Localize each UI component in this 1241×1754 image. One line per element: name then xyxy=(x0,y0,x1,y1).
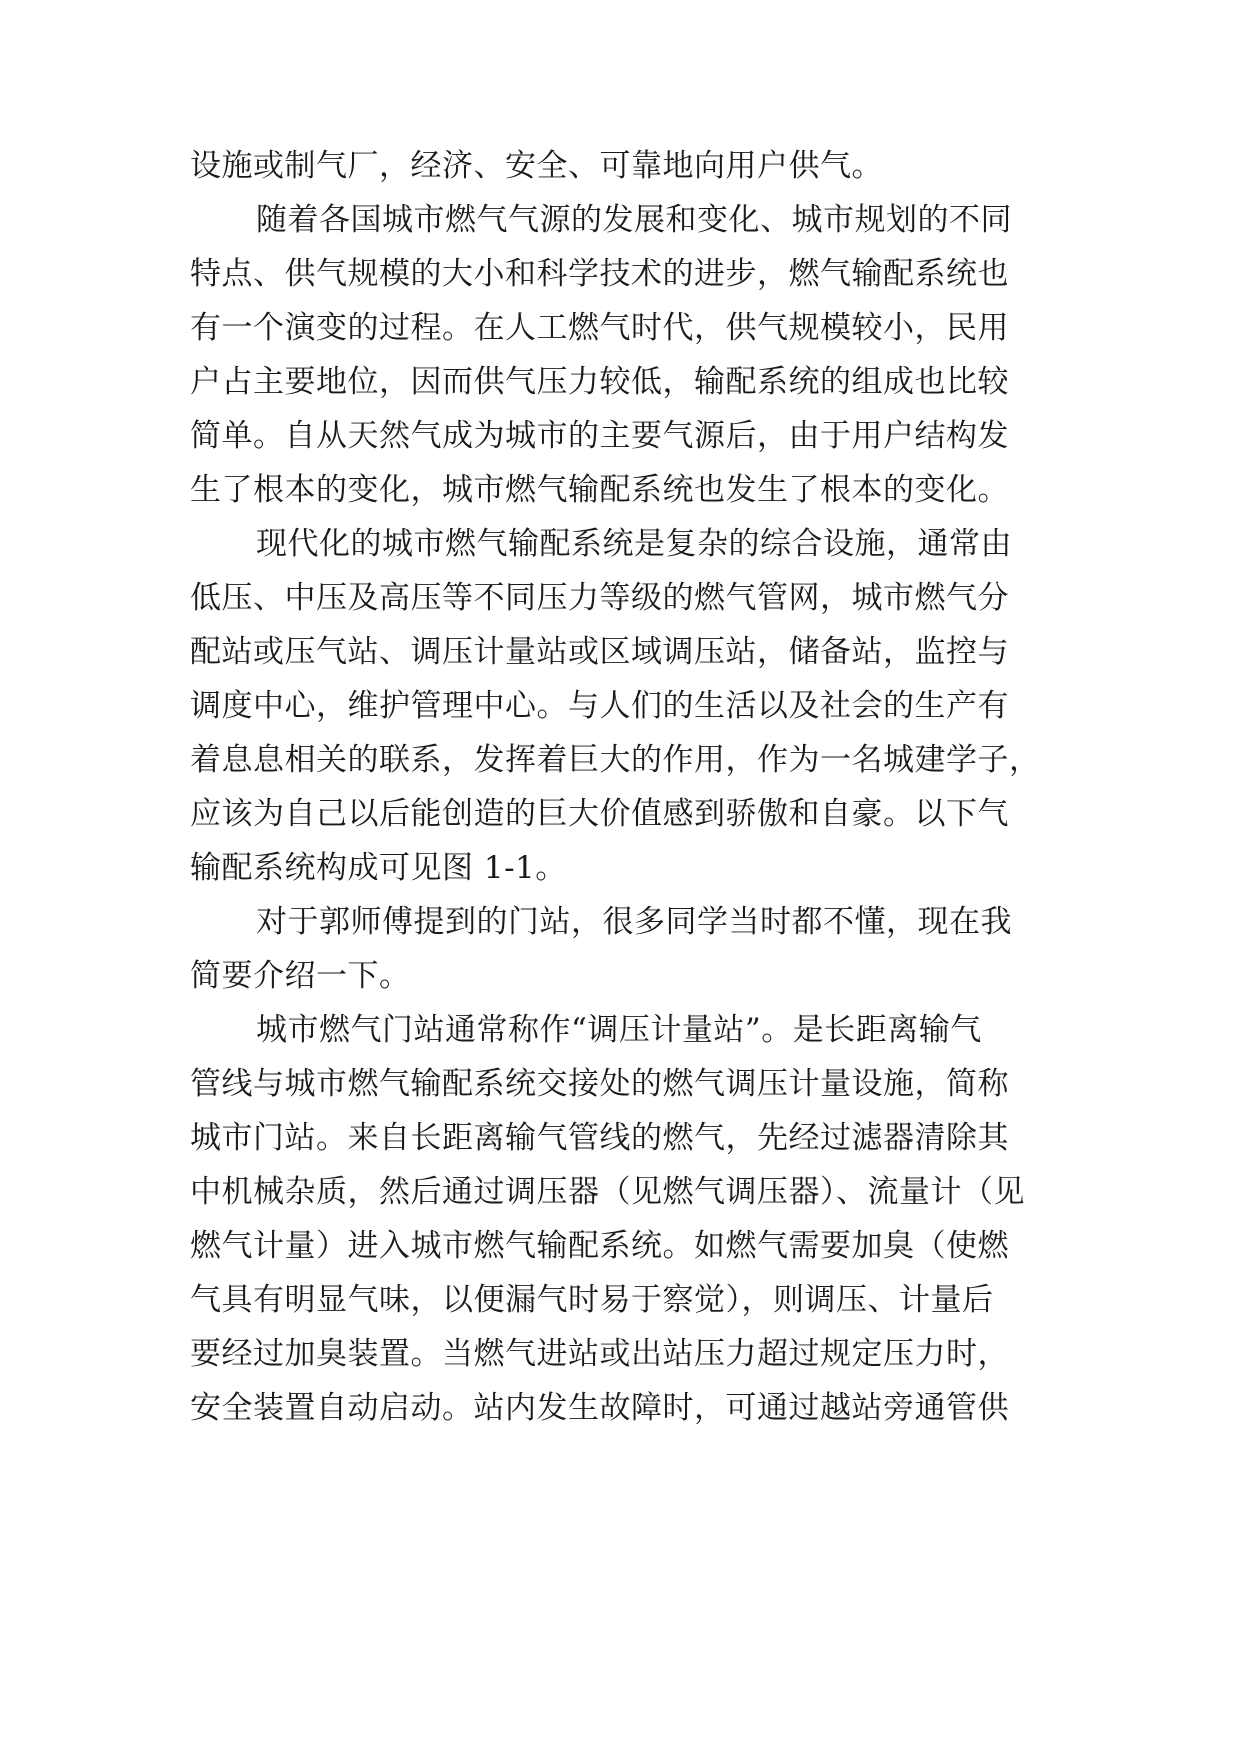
paragraph-line: 简单。自从天然气成为城市的主要气源后，由于用户结构发 xyxy=(190,418,1009,454)
paragraph-line: 中机械杂质，然后通过调压器（见燃气调压器）、流量计（见 xyxy=(190,1174,1025,1210)
paragraph-line: 低压、中压及高压等不同压力等级的燃气管网，城市燃气分 xyxy=(190,580,1009,616)
paragraph-line: 户占主要地位，因而供气压力较低，输配系统的组成也比较 xyxy=(190,364,1009,400)
paragraph-line: 燃气计量）进入城市燃气输配系统。如燃气需要加臭（使燃 xyxy=(190,1228,1009,1264)
paragraph-line: 生了根本的变化，城市燃气输配系统也发生了根本的变化。 xyxy=(190,472,1009,508)
paragraph-line: 现代化的城市燃气输配系统是复杂的综合设施，通常由 xyxy=(256,526,1012,562)
paragraph-line: 要经过加臭装置。当燃气进站或出站压力超过规定压力时， xyxy=(190,1336,1009,1372)
paragraph-line: 设施或制气厂，经济、安全、可靠地向用户供气。 xyxy=(190,148,883,184)
paragraph-line: 有一个演变的过程。在人工燃气时代，供气规模较小，民用 xyxy=(190,310,1009,346)
paragraph-line: 对于郭师傅提到的门站，很多同学当时都不懂，现在我 xyxy=(256,904,1012,940)
paragraph-line: 调度中心，维护管理中心。与人们的生活以及社会的生产有 xyxy=(190,688,1009,724)
paragraph-line: 城市门站。来自长距离输气管线的燃气，先经过滤器清除其 xyxy=(190,1120,1009,1156)
paragraph-line: 安全装置自动启动。站内发生故障时，可通过越站旁通管供 xyxy=(190,1390,1009,1426)
paragraph-line: 简要介绍一下。 xyxy=(190,958,411,994)
paragraph-line: 输配系统构成可见图 1-1。 xyxy=(190,850,567,886)
paragraph-line: 着息息相关的联系，发挥着巨大的作用，作为一名城建学子， xyxy=(190,742,1041,778)
paragraph-line: 气具有明显气味，以便漏气时易于察觉），则调压、计量后 xyxy=(190,1282,994,1318)
paragraph-line: 城市燃气门站通常称作“调压计量站”。是长距离输气 xyxy=(256,1012,982,1048)
paragraph-line: 随着各国城市燃气气源的发展和变化、城市规划的不同 xyxy=(256,202,1012,238)
paragraph-line: 配站或压气站、调压计量站或区域调压站，储备站，监控与 xyxy=(190,634,1009,670)
paragraph-line: 应该为自己以后能创造的巨大价值感到骄傲和自豪。以下气 xyxy=(190,796,1009,832)
paragraph-line: 管线与城市燃气输配系统交接处的燃气调压计量设施，简称 xyxy=(190,1066,1009,1102)
paragraph-line: 特点、供气规模的大小和科学技术的进步，燃气输配系统也 xyxy=(190,256,1009,292)
